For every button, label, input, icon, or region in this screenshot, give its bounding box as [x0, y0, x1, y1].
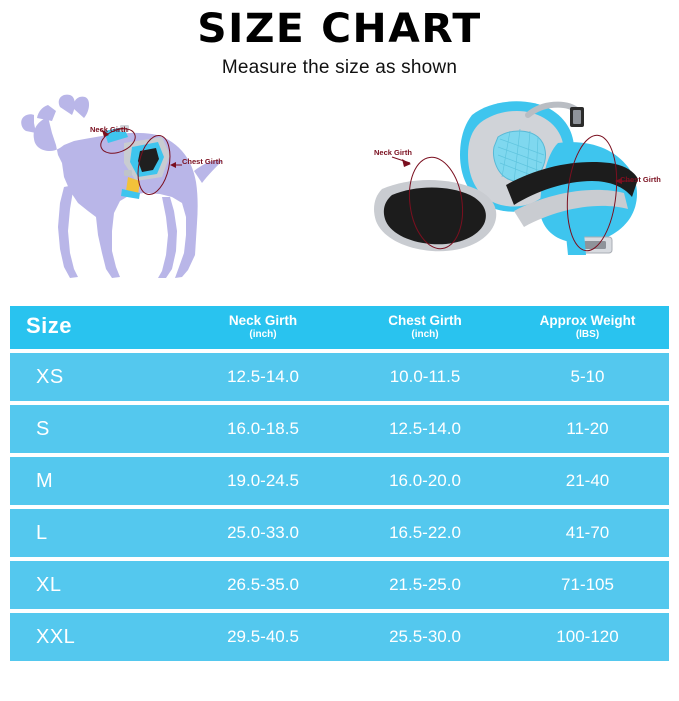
column-header-neck-girth-unit: (inch): [249, 329, 277, 341]
column-header-neck-girth: [182, 306, 344, 349]
page-title: SIZE CHART: [197, 6, 482, 52]
callout-chest-girth-right: Chest Girth: [620, 175, 661, 184]
column-header-approx-weight: [506, 306, 669, 349]
cell-neck-girth: 26.5-35.0: [182, 561, 344, 609]
table-row: [10, 509, 669, 557]
harness-product-view: [352, 85, 667, 290]
cell-approx-weight: 5-10: [506, 353, 669, 401]
cell-neck-girth: 19.0-24.5: [182, 457, 344, 505]
table-row: [10, 353, 669, 401]
table-row: [10, 561, 669, 609]
cell-size: XL: [10, 561, 182, 609]
column-header-chest-girth: [344, 306, 506, 349]
cell-chest-girth: 25.5-30.0: [344, 613, 506, 661]
cell-size: M: [10, 457, 182, 505]
table-header-row: [10, 306, 669, 349]
column-header-approx-weight-name: Approx Weight: [539, 313, 636, 328]
cell-chest-girth: 12.5-14.0: [344, 405, 506, 453]
callout-neck-girth-right: Neck Girth: [374, 148, 412, 157]
page-subtitle: Measure the size as shown: [221, 57, 458, 78]
header: [0, 0, 679, 79]
column-header-neck-girth-name: Neck Girth: [228, 313, 298, 328]
callout-neck-girth-left: Neck Girth: [90, 125, 128, 134]
cell-approx-weight: 11-20: [506, 405, 669, 453]
cell-size: XXL: [10, 613, 182, 661]
size-table: [10, 302, 669, 665]
column-header-approx-weight-unit: (lBS): [575, 329, 600, 341]
table-row: [10, 613, 669, 661]
size-table-wrapper: [10, 302, 669, 665]
cell-neck-girth: 29.5-40.5: [182, 613, 344, 661]
table-row: [10, 457, 669, 505]
cell-neck-girth: 12.5-14.0: [182, 353, 344, 401]
cell-neck-girth: 25.0-33.0: [182, 509, 344, 557]
callout-chest-girth-left: Chest Girth: [182, 157, 223, 166]
table-row: [10, 405, 669, 453]
cell-chest-girth: 16.0-20.0: [344, 457, 506, 505]
illustration-dog-with-harness: [12, 85, 332, 295]
cell-chest-girth: 10.0-11.5: [344, 353, 506, 401]
cell-approx-weight: 41-70: [506, 509, 669, 557]
column-header-size: Size: [10, 306, 182, 349]
cell-size: XS: [10, 353, 182, 401]
illustration-harness-product: [352, 85, 667, 295]
cell-size: L: [10, 509, 182, 557]
illustrations: [0, 85, 679, 290]
size-table-body: [10, 353, 669, 661]
size-table-header: [10, 306, 669, 349]
cell-size: S: [10, 405, 182, 453]
dog-with-harness-side-view: [12, 85, 332, 290]
cell-approx-weight: 21-40: [506, 457, 669, 505]
column-header-chest-girth-unit: (inch): [411, 329, 439, 341]
cell-chest-girth: 21.5-25.0: [344, 561, 506, 609]
column-header-chest-girth-name: Chest Girth: [388, 313, 462, 328]
cell-approx-weight: 100-120: [506, 613, 669, 661]
cell-approx-weight: 71-105: [506, 561, 669, 609]
cell-neck-girth: 16.0-18.5: [182, 405, 344, 453]
cell-chest-girth: 16.5-22.0: [344, 509, 506, 557]
